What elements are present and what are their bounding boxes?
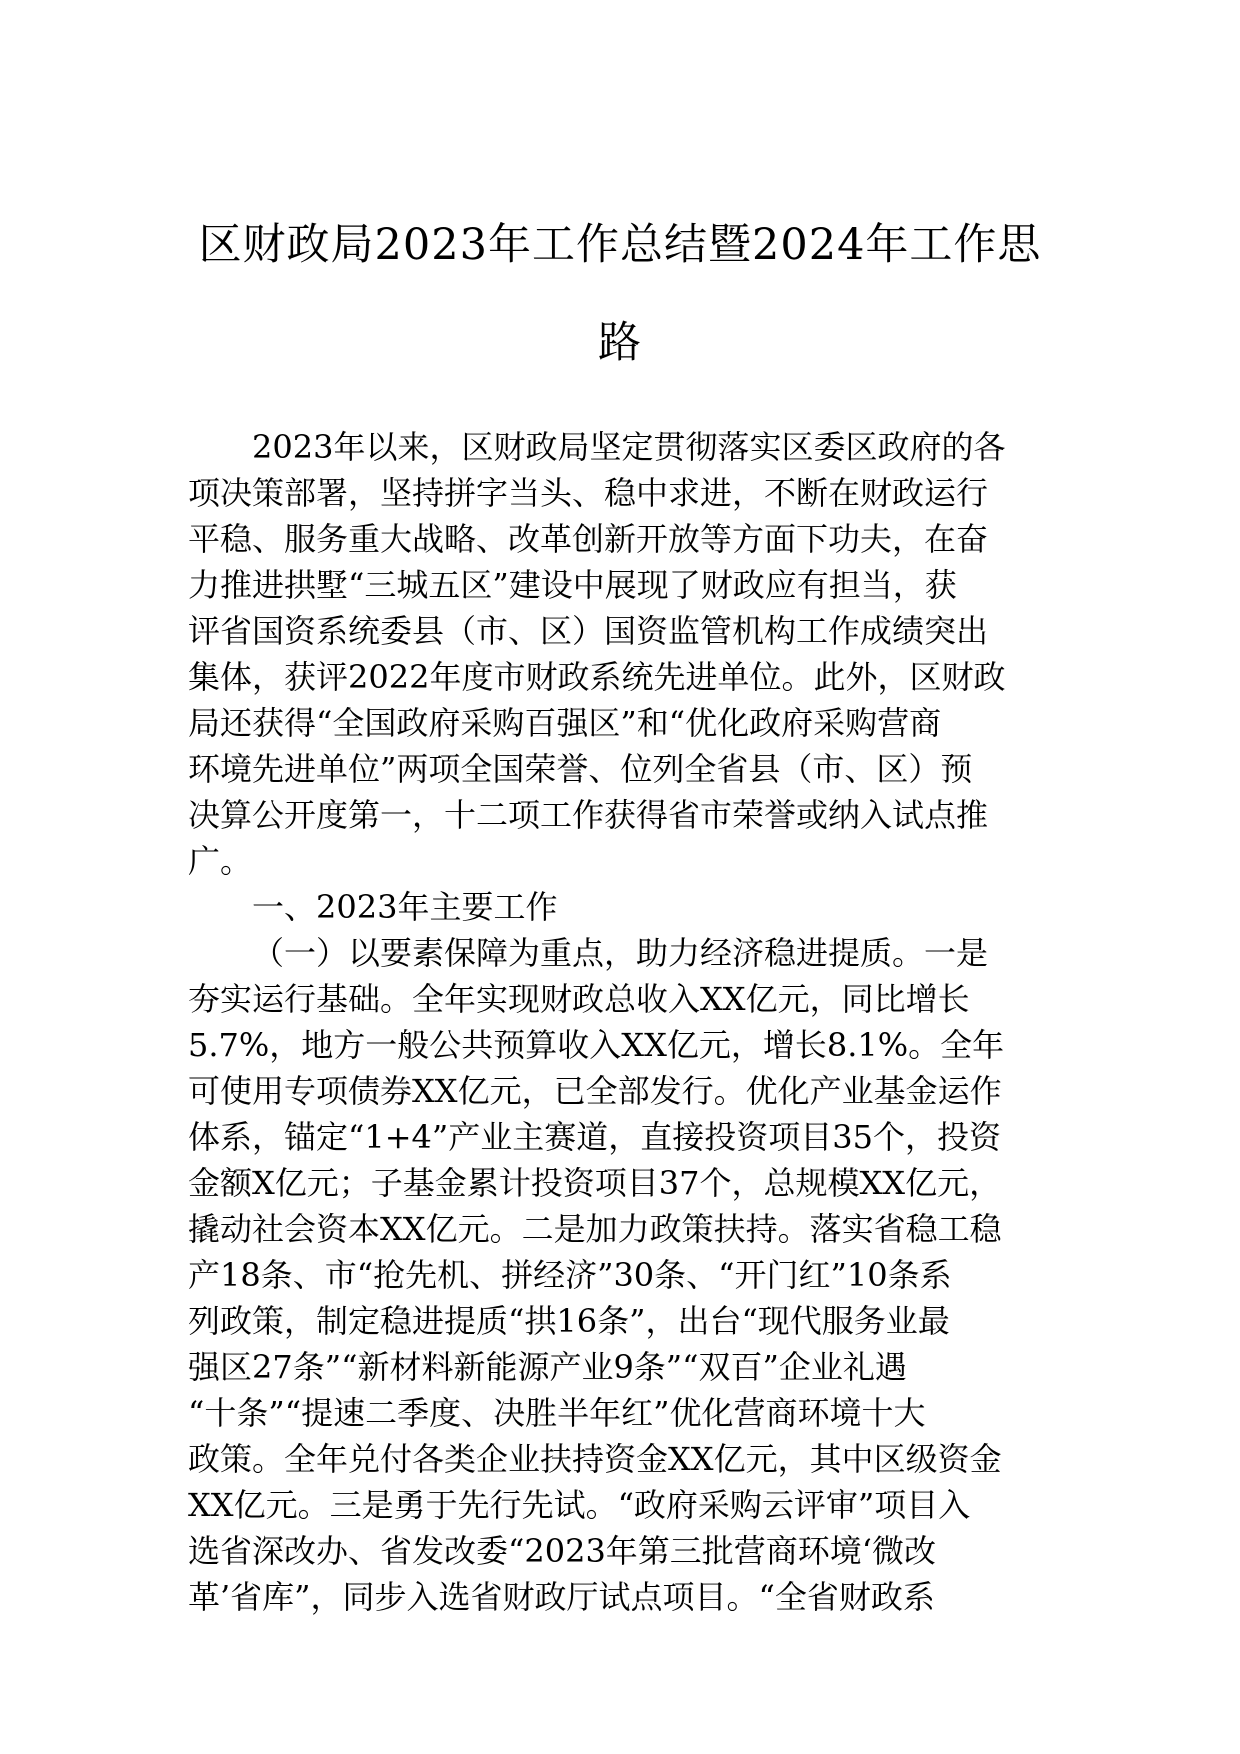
text-line: 环境先进单位”两项全国荣誉、位列全省县（市、区）预: [188, 750, 973, 788]
text-line: 评省国资系统委县（市、区）国资监管机构工作成绩突出: [188, 612, 989, 650]
text-line: 5.7%，地方一般公共预算收入XX亿元，增长8.1%。全年: [188, 1026, 1005, 1064]
text-line: 决算公开度第一，十二项工作获得省市荣誉或纳入试点推: [188, 796, 989, 834]
text-line: 政策。全年兑付各类企业扶持资金XX亿元，其中区级资金: [188, 1440, 1002, 1478]
text-line: 一、2023年主要工作: [252, 888, 558, 926]
text-line: 集体，获评2022年度市财政系统先进单位。此外，区财政: [188, 658, 1006, 696]
text-line: 2023年以来，区财政局坚定贯彻落实区委区政府的各: [252, 428, 1006, 466]
document-title: [160, 196, 1080, 392]
text-line: 平稳、服务重大战略、改革创新开放等方面下功夫，在奋: [188, 520, 989, 558]
paragraph: [188, 930, 1073, 1620]
title-line: 路: [598, 318, 642, 368]
text-line: （一）以要素保障为重点，助力经济稳进提质。一是: [252, 934, 989, 972]
document-body: [188, 424, 1073, 1620]
paragraph: [188, 884, 1073, 930]
text-line: 夯实运行基础。全年实现财政总收入XX亿元，同比增长: [188, 980, 970, 1018]
text-line: 可使用专项债券XX亿元，已全部发行。优化产业基金运作: [188, 1072, 1002, 1110]
text-line: 广。: [188, 842, 253, 880]
text-line: 体系，锚定“1+4”产业主赛道，直接投资项目35个，投资: [188, 1118, 1001, 1156]
text-line: 项决策部署，坚持拼字当头、稳中求进，不断在财政运行: [188, 474, 989, 512]
text-line: “十条”“提速二季度、决胜半年红”优化营商环境十大: [188, 1394, 926, 1432]
text-line: 撬动社会资本XX亿元。二是加力政策扶持。落实省稳工稳: [188, 1210, 1002, 1248]
paragraph: [188, 424, 1073, 884]
text-line: 局还获得“全国政府采购百强区”和“优化政府采购营商: [188, 704, 942, 742]
text-line: 力推进拱墅“三城五区”建设中展现了财政应有担当，获: [188, 566, 957, 604]
text-line: 强区27条”“新材料新能源产业9条”“双百”企业礼遇: [188, 1348, 907, 1386]
text-line: 列政策，制定稳进提质“拱16条”，出台“现代服务业最: [188, 1302, 950, 1340]
text-line: 产18条、市“抢先机、拼经济”30条、“开门红”10条系: [188, 1256, 952, 1294]
title-line: 区财政局2023年工作总结暨2024年工作思: [198, 220, 1042, 270]
text-line: 金额X亿元；子基金累计投资项目37个，总规模XX亿元，: [188, 1164, 1002, 1202]
text-line: 革’省库”，同步入选省财政厅试点项目。“全省财政系: [188, 1578, 935, 1616]
text-line: 选省深改办、省发改委“2023年第三批营商环境‘微改: [188, 1532, 936, 1570]
text-line: XX亿元。三是勇于先行先试。“政府采购云评审”项目入: [188, 1486, 971, 1524]
